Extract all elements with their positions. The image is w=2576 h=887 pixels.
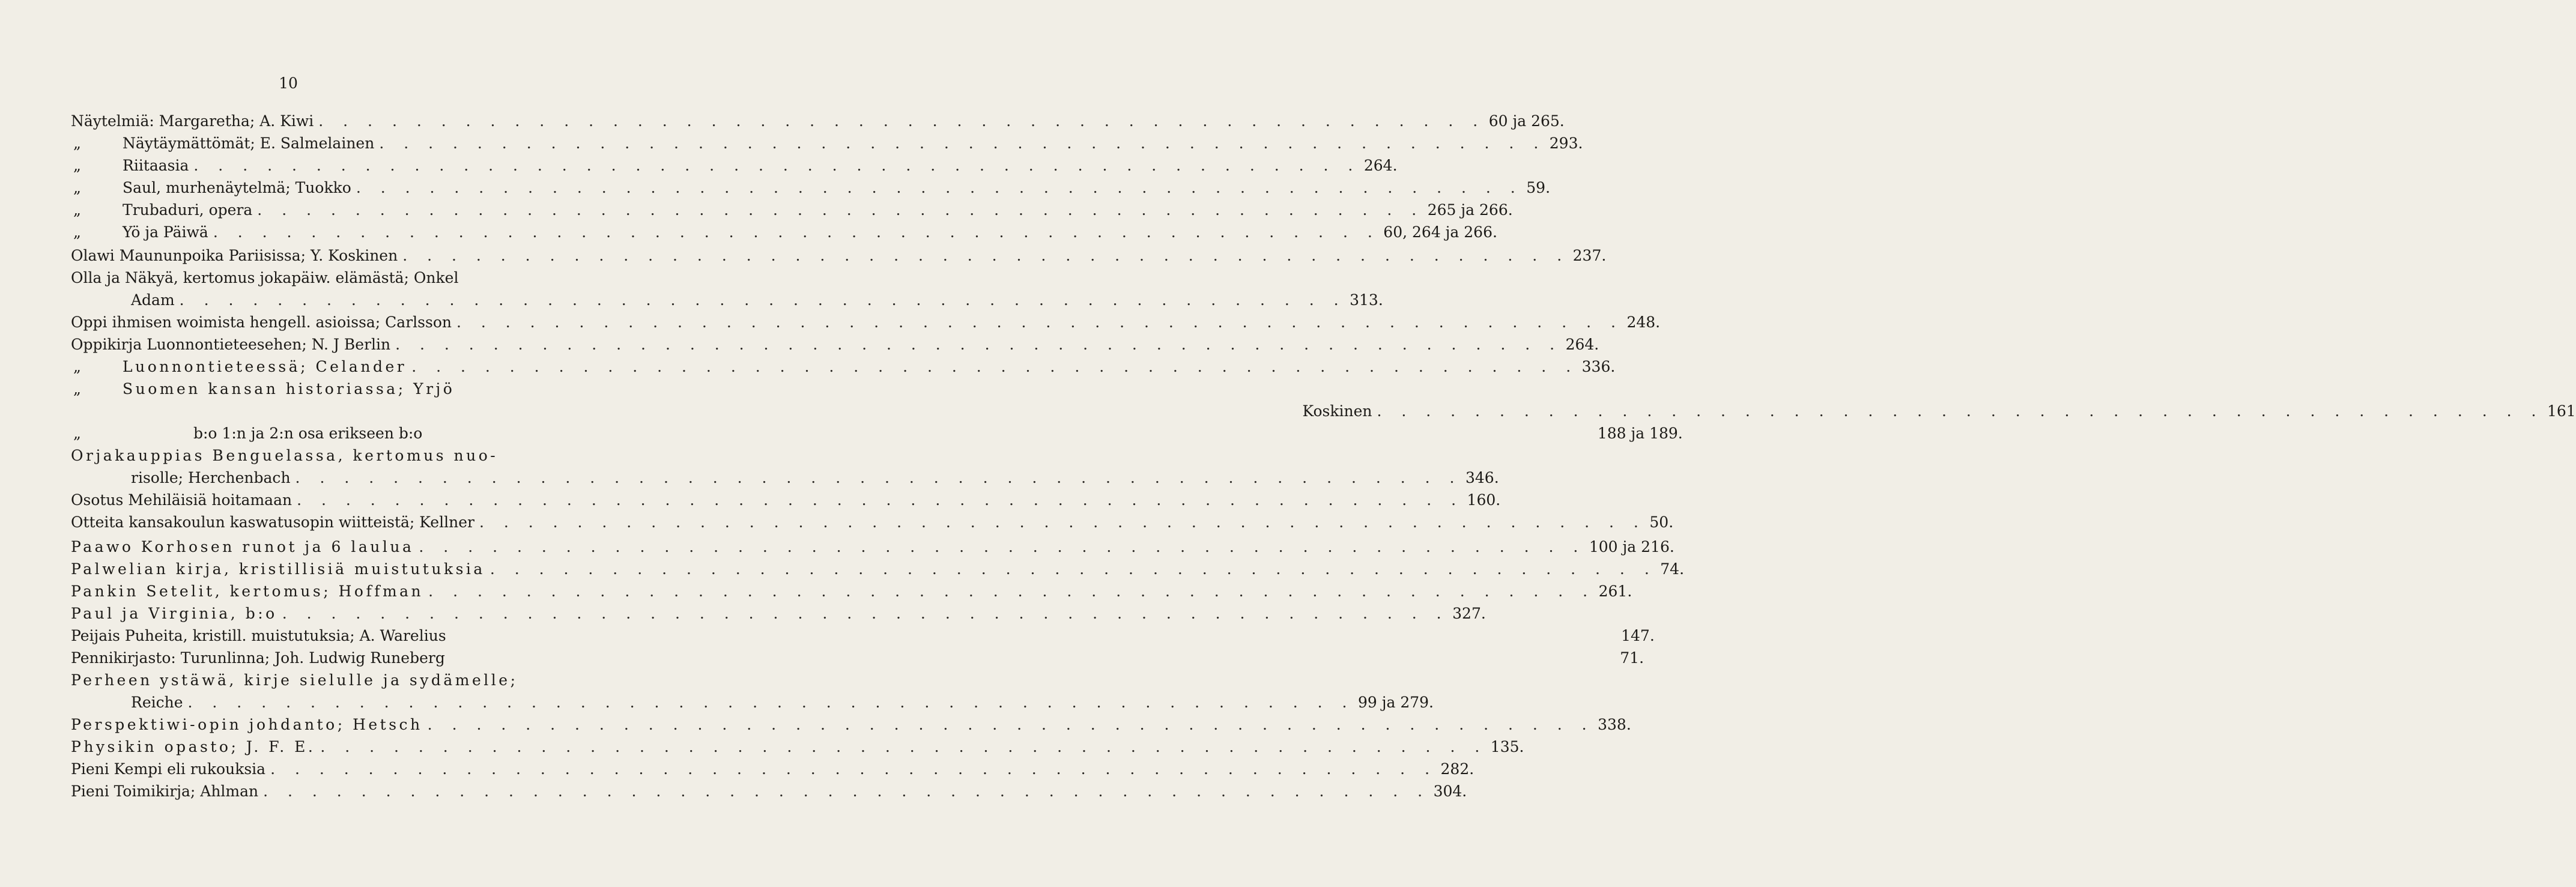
entry-title: Pieni Kempi eli rukouksia [71, 760, 266, 778]
entry-pages: 313. [1350, 291, 1383, 309]
ditto-mark: „ [73, 425, 81, 442]
entry-title: Perspektiwi-opin johdanto; Hetsch [71, 716, 423, 733]
entry-title: Paul ja Virginia, b:o [71, 605, 277, 622]
dot-leader [414, 536, 1585, 558]
entry-pages: 264. [1363, 157, 1398, 174]
list-item [71, 625, 1655, 647]
list-item [71, 536, 1674, 558]
entry-pages: 135. [1490, 738, 1524, 755]
list-item [71, 512, 1674, 533]
ditto-mark: „ [73, 201, 81, 219]
dot-leader [314, 110, 1485, 132]
dot-leader [315, 736, 1487, 758]
entry-title: Yö ja Päiwä [123, 223, 208, 241]
entry-pages: 261. [1598, 583, 1632, 600]
ditto-mark: „ [73, 358, 81, 375]
entry-pages: 100 ja 216. [1589, 538, 1674, 556]
list-item [71, 781, 1467, 802]
entry-title: Oppikirja Luonnontieteesehen; N. J Berlin [71, 336, 391, 353]
list-item-continuation [131, 289, 1383, 311]
entry-title: risolle; Herchenbach [131, 469, 291, 486]
list-item [71, 714, 1631, 736]
entry-title: Otteita kansakoulun kaswatusopin wiitteistä; Kellner [71, 513, 474, 531]
list-item [71, 356, 1616, 378]
entry-title: Suomen kansan historiassa; Yrjö [123, 380, 455, 398]
dot-leader [252, 199, 1423, 221]
list-item [71, 312, 1661, 333]
entry-pages: 327. [1452, 605, 1486, 622]
list-item [71, 758, 1474, 780]
list-item-continuation [131, 401, 2576, 422]
entry-pages: 59. [1526, 179, 1551, 196]
dot-leader [351, 177, 1523, 199]
list-item [71, 489, 1501, 511]
list-item [71, 155, 1398, 177]
dot-leader [258, 781, 1429, 802]
entry-pages: 237. [1572, 247, 1607, 264]
list-item [71, 110, 1565, 132]
entry-title: Koskinen [1302, 402, 1372, 420]
entry-title: Palwelian kirja, kristillisiä muistutuksia [71, 560, 485, 578]
list-item [71, 334, 1599, 356]
dot-leader [407, 356, 1578, 378]
entry-title: Paawo Korhosen runot ja 6 laulua [71, 538, 414, 556]
dot-leader [183, 692, 1354, 713]
entry-pages: 336. [1581, 358, 1616, 375]
entry-pages: 282. [1440, 760, 1474, 778]
entry-title: Trubaduri, opera [123, 201, 253, 219]
ditto-mark: „ [73, 157, 81, 174]
entry-title: Saul, murhenäytelmä; Tuokko [123, 179, 351, 196]
list-item [71, 245, 1607, 267]
dot-leader [423, 714, 1594, 736]
entry-pages: 346. [1465, 469, 1499, 486]
entry-title: Physikin opasto; J. F. E. [71, 738, 316, 755]
entry-pages: 248. [1626, 313, 1661, 331]
list-item-continuation [131, 467, 1499, 489]
entry-title: b:o 1:n ja 2:n osa erikseen b:o [193, 425, 423, 442]
ditto-mark: „ [73, 135, 81, 152]
list-item [71, 222, 1497, 243]
entry-pages: 60, 264 ja 266. [1383, 223, 1497, 241]
entry-title: Näytäymättömät; E. Salmelainen [123, 135, 375, 152]
dot-leader [277, 603, 1449, 625]
entry-pages: 304. [1433, 783, 1467, 800]
dot-leader [1372, 401, 2543, 422]
entry-pages: 265 ja 266. [1427, 201, 1513, 219]
entry-title: Näytelmiä: Margaretha; A. Kiwi [71, 112, 314, 130]
dot-leader [175, 289, 1346, 311]
entry-pages: 161 [2547, 402, 2576, 420]
entry-title: Adam [131, 291, 175, 309]
list-item [71, 736, 1524, 758]
dot-leader [485, 559, 1656, 580]
entry-title: Orjakauppias Benguelassa, kertomus nuo- [71, 447, 499, 464]
list-item [71, 177, 1551, 199]
entry-pages: 338. [1598, 716, 1631, 733]
list-item [71, 647, 1644, 669]
dot-leader [398, 245, 1569, 267]
entry-title: Peijais Puheita, kristill. muistutuksia; A. Warelius [71, 627, 446, 644]
entry-pages: 71. [1620, 649, 1644, 667]
entry-title: Olawi Maununpoika Pariisissa; Y. Koskinen [71, 247, 398, 264]
entry-title: Reiche [131, 694, 183, 711]
entry-pages: 160. [1467, 491, 1501, 509]
entry-title: Riitaasia [123, 157, 189, 174]
entry-pages: 50. [1649, 513, 1674, 531]
list-item [71, 423, 1683, 444]
entry-title: Pennikirjasto: Turunlinna; Joh. Ludwig Runeberg [71, 649, 445, 667]
list-item [71, 133, 1583, 154]
dot-leader [423, 581, 1595, 602]
entry-pages: 264. [1565, 336, 1599, 353]
page-number: 10 [279, 74, 298, 92]
list-item [71, 581, 1632, 602]
list-item [71, 199, 1513, 221]
dot-leader [208, 222, 1380, 243]
ditto-mark: „ [73, 179, 81, 196]
dot-leader [189, 155, 1360, 177]
list-item [71, 267, 529, 289]
dot-leader [292, 489, 1463, 511]
entry-pages: 74. [1660, 560, 1685, 578]
dot-leader [291, 467, 1462, 489]
list-item [71, 378, 529, 400]
ditto-mark: „ [73, 223, 81, 241]
entry-pages: 60 ja 265. [1488, 112, 1565, 130]
entry-pages: 188 ja 189. [1597, 425, 1683, 442]
dot-leader [374, 133, 1545, 154]
dot-leader [390, 334, 1562, 356]
entry-title: Osotus Mehiläisiä hoitamaan [71, 491, 292, 509]
dot-leader [452, 312, 1623, 333]
entry-pages: 293. [1549, 135, 1583, 152]
entry-title: Pankin Setelit, kertomus; Hoffman [71, 583, 424, 600]
list-item-continuation [131, 692, 1434, 713]
entry-pages: 147. [1621, 627, 1655, 644]
dot-leader [265, 758, 1437, 780]
entry-title: Olla ja Näkyä, kertomus jokapäiw. elämästä; Onkel [71, 269, 459, 286]
list-item [71, 603, 1486, 625]
entry-title: Perheen ystäwä, kirje sielulle ja sydämelle; [71, 671, 518, 689]
entry-title: Pieni Toimikirja; Ahlman [71, 783, 259, 800]
entry-title: Luonnontieteessä; Celander [123, 358, 407, 375]
entry-title: Oppi ihmisen woimista hengell. asioissa; Carlsson [71, 313, 452, 331]
entry-pages: 99 ja 279. [1357, 694, 1434, 711]
ditto-mark: „ [73, 380, 81, 398]
list-item [71, 670, 529, 691]
dot-leader [474, 512, 1646, 533]
list-item [71, 559, 1685, 580]
list-item [71, 445, 529, 467]
